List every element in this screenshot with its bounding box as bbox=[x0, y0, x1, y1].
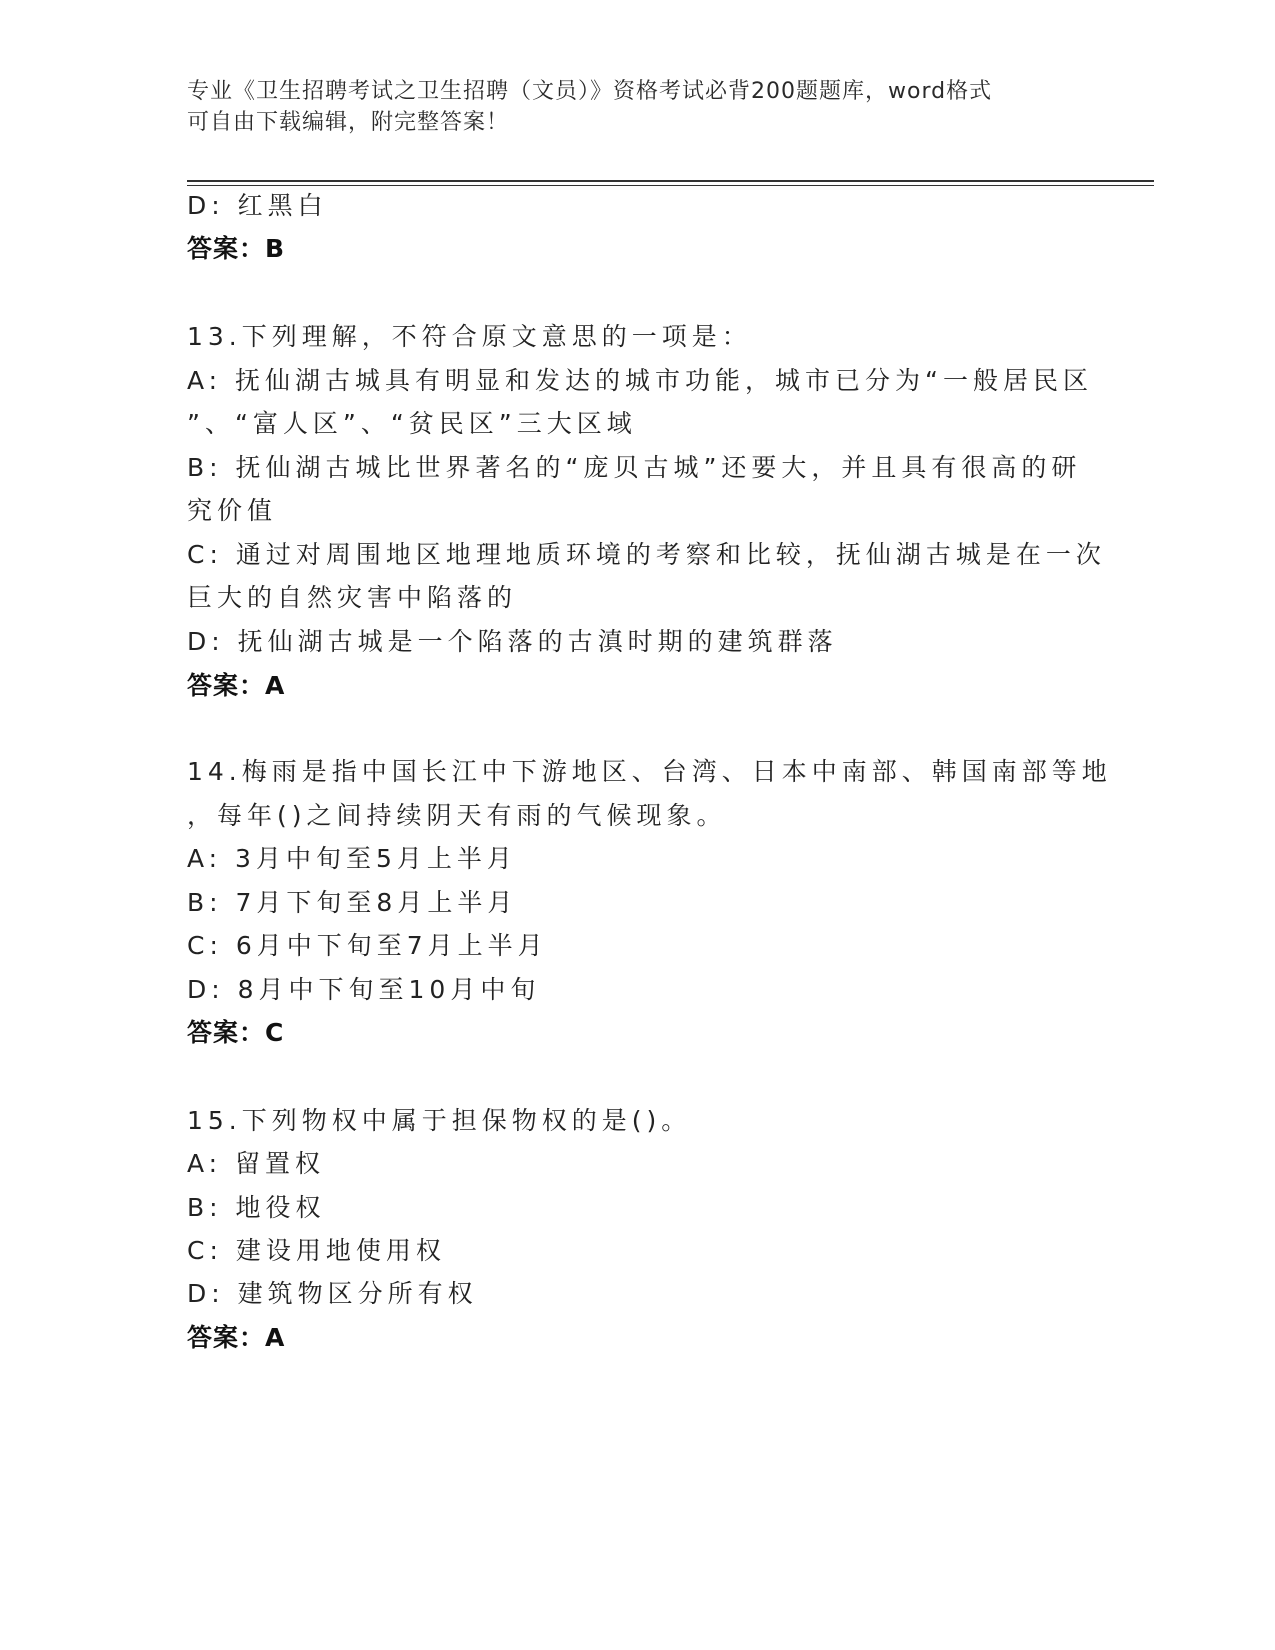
q13-option-d: D: 抚仙湖古城是一个陷落的古滇时期的建筑群落 bbox=[187, 627, 838, 656]
q14-option-c: C: 6月中下旬至7月上半月 bbox=[187, 931, 548, 960]
q15-option-a: A: 留置权 bbox=[187, 1149, 326, 1178]
q15-answer: 答案：A bbox=[187, 1323, 286, 1352]
q13-option-b-line1: B: 抚仙湖古城比世界著名的“庞贝古城”还要大，并且具有很高的研 bbox=[187, 453, 1082, 482]
q13-option-a-line1: A: 抚仙湖古城具有明显和发达的城市功能，城市已分为“一般居民区 bbox=[187, 366, 1093, 395]
q14-stem-line1: 14.梅雨是指中国长江中下游地区、台湾、日本中南部、韩国南部等地 bbox=[187, 757, 1112, 786]
q15-option-d: D: 建筑物区分所有权 bbox=[187, 1279, 478, 1308]
q14-option-b: B: 7月下旬至8月上半月 bbox=[187, 888, 518, 917]
q13-option-c-line1: C: 通过对周围地区地理地质环境的考察和比较，抚仙湖古城是在一次 bbox=[187, 540, 1106, 569]
q13-stem: 13.下列理解，不符合原文意思的一项是： bbox=[187, 322, 752, 351]
q12-answer: 答案：B bbox=[187, 234, 286, 263]
q14-option-d: D: 8月中下旬至10月中旬 bbox=[187, 975, 541, 1004]
q15-option-b: B: 地役权 bbox=[187, 1193, 326, 1222]
q14-answer: 答案：C bbox=[187, 1018, 285, 1047]
q15-stem: 15.下列物权中属于担保物权的是()。 bbox=[187, 1106, 692, 1135]
header-line-2: 可自由下载编辑，附完整答案！ bbox=[187, 110, 510, 135]
q13-option-a-line2: ”、“富人区”、“贫民区”三大区域 bbox=[187, 409, 637, 438]
q13-option-b-line2: 究价值 bbox=[187, 496, 278, 525]
header-line-1: 专业《卫生招聘考试之卫生招聘（文员）》资格考试必背200题题库，word格式 bbox=[187, 79, 993, 104]
q15-option-c: C: 建设用地使用权 bbox=[187, 1236, 446, 1265]
q12-option-d: D: 红黑白 bbox=[187, 191, 328, 220]
q13-option-c-line2: 巨大的自然灾害中陷落的 bbox=[187, 583, 518, 612]
header-divider-thin bbox=[187, 185, 1154, 186]
header-divider-thick bbox=[187, 180, 1154, 182]
document-header bbox=[187, 76, 1067, 138]
q14-stem-line2: ，每年()之间持续阴天有雨的气候现象。 bbox=[187, 801, 727, 830]
q14-option-a: A: 3月中旬至5月上半月 bbox=[187, 844, 517, 873]
q13-answer: 答案：A bbox=[187, 671, 286, 700]
